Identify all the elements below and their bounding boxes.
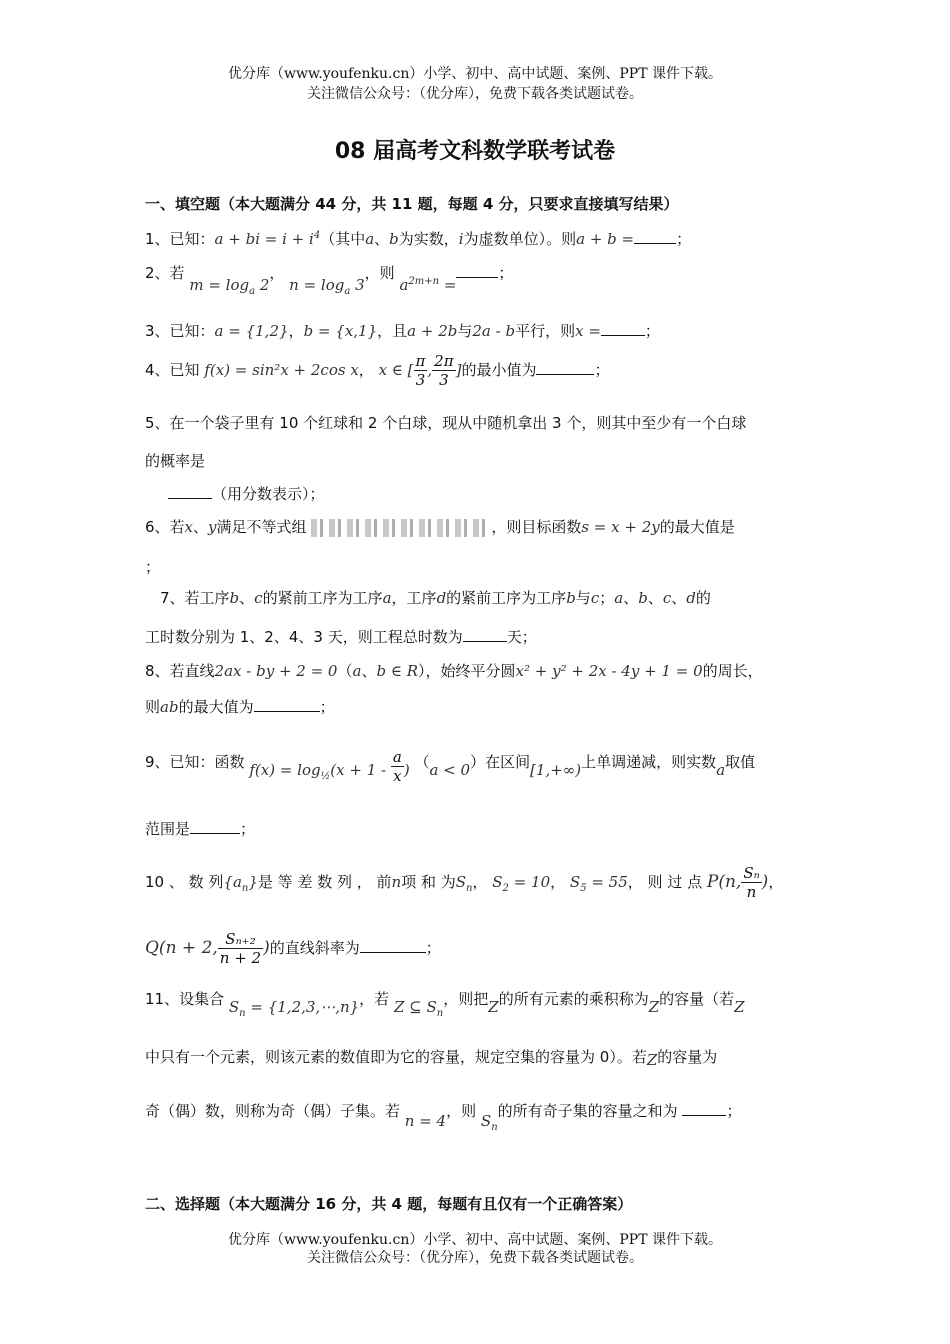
page-title: 08 届高考文科数学联考试卷 [334, 139, 616, 164]
question-9-line-1: 9、已知：函数 $f(x) = \log_{\frac{1}{2}}(x + 1$ - $\frac{a}{x}$ ) （a < 0）在区间[1,+∞)上单调递减，则实数a取值 [145, 748, 756, 785]
footer-line-1: 优分库（www.youfenku.cn）小学、初中、高中试题、案例、PPT 课件下载。 [227, 1232, 722, 1248]
question-10-line-2: Q(n + 2, $\frac{\text{Sₙ₊₂}}{n + 2}$ )的直线斜率为 ； [145, 930, 441, 967]
header-line-2: 关注微信公众号：（优分库），免费下载各类试题试卷。 [307, 86, 643, 102]
fraction-2pi-3: $\frac{2\pi}{3}$ [434, 352, 454, 389]
question-6-end: ； [145, 558, 161, 576]
answer-blank-4[interactable] [536, 360, 594, 375]
question-5-line-1: 5、在一个袋子里有 10 个红球和 2 个白球，现从中随机拿出 3 个，则其中至少有一个白球 [145, 414, 747, 432]
question-8-line-1: 8、若直线2ax - by + 2 = 0（a、b ∈ R），始终平分圆x² + y² + 2x - 4y + 1 = 0的周长， [145, 662, 763, 680]
section-1-heading: 一、填空题（本大题满分 44 分，共 11 题，每题 4 分，只要求直接填写结果） [145, 195, 679, 213]
question-9-line-2: 范围是 ； [145, 820, 256, 838]
question-3: 3、已知：a = {1,2}，b = {x,1}，且a + 2b与2a - b平行，则x = ； [145, 322, 660, 340]
answer-blank-3[interactable] [601, 321, 645, 336]
answer-blank-5[interactable] [168, 484, 212, 499]
question-7-line-2: 工时数分别为 1、2、4、3 天，则工程总时数为 天； [145, 628, 537, 646]
question-11-line-2: 中只有一个元素，则该元素的数值即为它的容量，规定空集的容量为 0）。若Z的容量为 [145, 1048, 718, 1069]
question-8-line-2: 则ab的最大值为 ； [145, 698, 335, 716]
question-6: 6、若x、y满足不等式组 ，则目标函数s = x + 2y的最大值是 [145, 518, 735, 536]
question-10-line-1: 10 、 数 列$\{a_n\}$是 等 差 数 列 ， 前n项 和 为$S_n$， $S_2 = 10$， $S_5 = 55$， 则 过 点 P(n, $\frac{\text{Sₙ}}{n}$ )， [145, 864, 784, 901]
fraction-sn-over-n: $\frac{\text{Sₙ}}{n}$ [743, 864, 760, 901]
answer-blank-9[interactable] [190, 819, 240, 834]
fraction-sn2-over-n2: $\frac{\text{Sₙ₊₂}}{n + 2}$ [219, 930, 262, 967]
answer-blank-2[interactable] [456, 263, 498, 278]
question-2: 2、若 $m = \log_a 2$， $n = \log_a 3$，则 $a^{2m+n}$ =； [145, 264, 514, 297]
header-line-1: 优分库（www.youfenku.cn）小学、初中、高中试题、案例、PPT 课件下载。 [227, 66, 722, 82]
answer-blank-1[interactable] [634, 229, 676, 244]
answer-blank-10[interactable] [360, 938, 426, 953]
question-4: 4、已知 f(x) = sin²x + 2cos x， x ∈ [ $\frac{\pi}{3}$ , $\frac{2\pi}{3}$ ]的最小值为 ； [145, 352, 610, 389]
answer-blank-11[interactable] [682, 1101, 726, 1116]
question-11-line-3: 奇（偶）数，则称为奇（偶）子集。若 n = 4，则 $S_n$的所有奇子集的容量之和为 ； [145, 1102, 742, 1133]
inequality-system-image [311, 519, 491, 537]
footer-line-2: 关注微信公众号：（优分库），免费下载各类试题试卷。 [307, 1250, 643, 1266]
section-2-heading: 二、选择题（本大题满分 16 分，共 4 题，每题有且仅有一个正确答案） [145, 1195, 633, 1213]
answer-blank-7[interactable] [463, 627, 507, 642]
question-7-line-1: 7、若工序b、c的紧前工序为工序a，工序d的紧前工序为工序b与c；a、b、c、d的 [160, 589, 711, 607]
question-11-line-1: 11、设集合 $S_n$ = {1,2,3,⋯,n}，若 Z ⊆ $S_n$，则把Z的所有元素的乘积称为Z的容量（若Z [145, 990, 745, 1019]
question-5-line-3: （用分数表示）； [168, 483, 325, 504]
fraction-a-over-x: $\frac{a}{x}$ [392, 748, 402, 785]
answer-blank-8[interactable] [254, 697, 320, 712]
question-5-line-2: 的概率是 [145, 452, 206, 470]
fraction-pi-3: $\frac{\pi}{3}$ [415, 352, 426, 389]
question-1: 1、已知：a + bi = $i + i^4$（其中a、b为实数，i为虚数单位）。则a + b = ； [145, 230, 692, 248]
